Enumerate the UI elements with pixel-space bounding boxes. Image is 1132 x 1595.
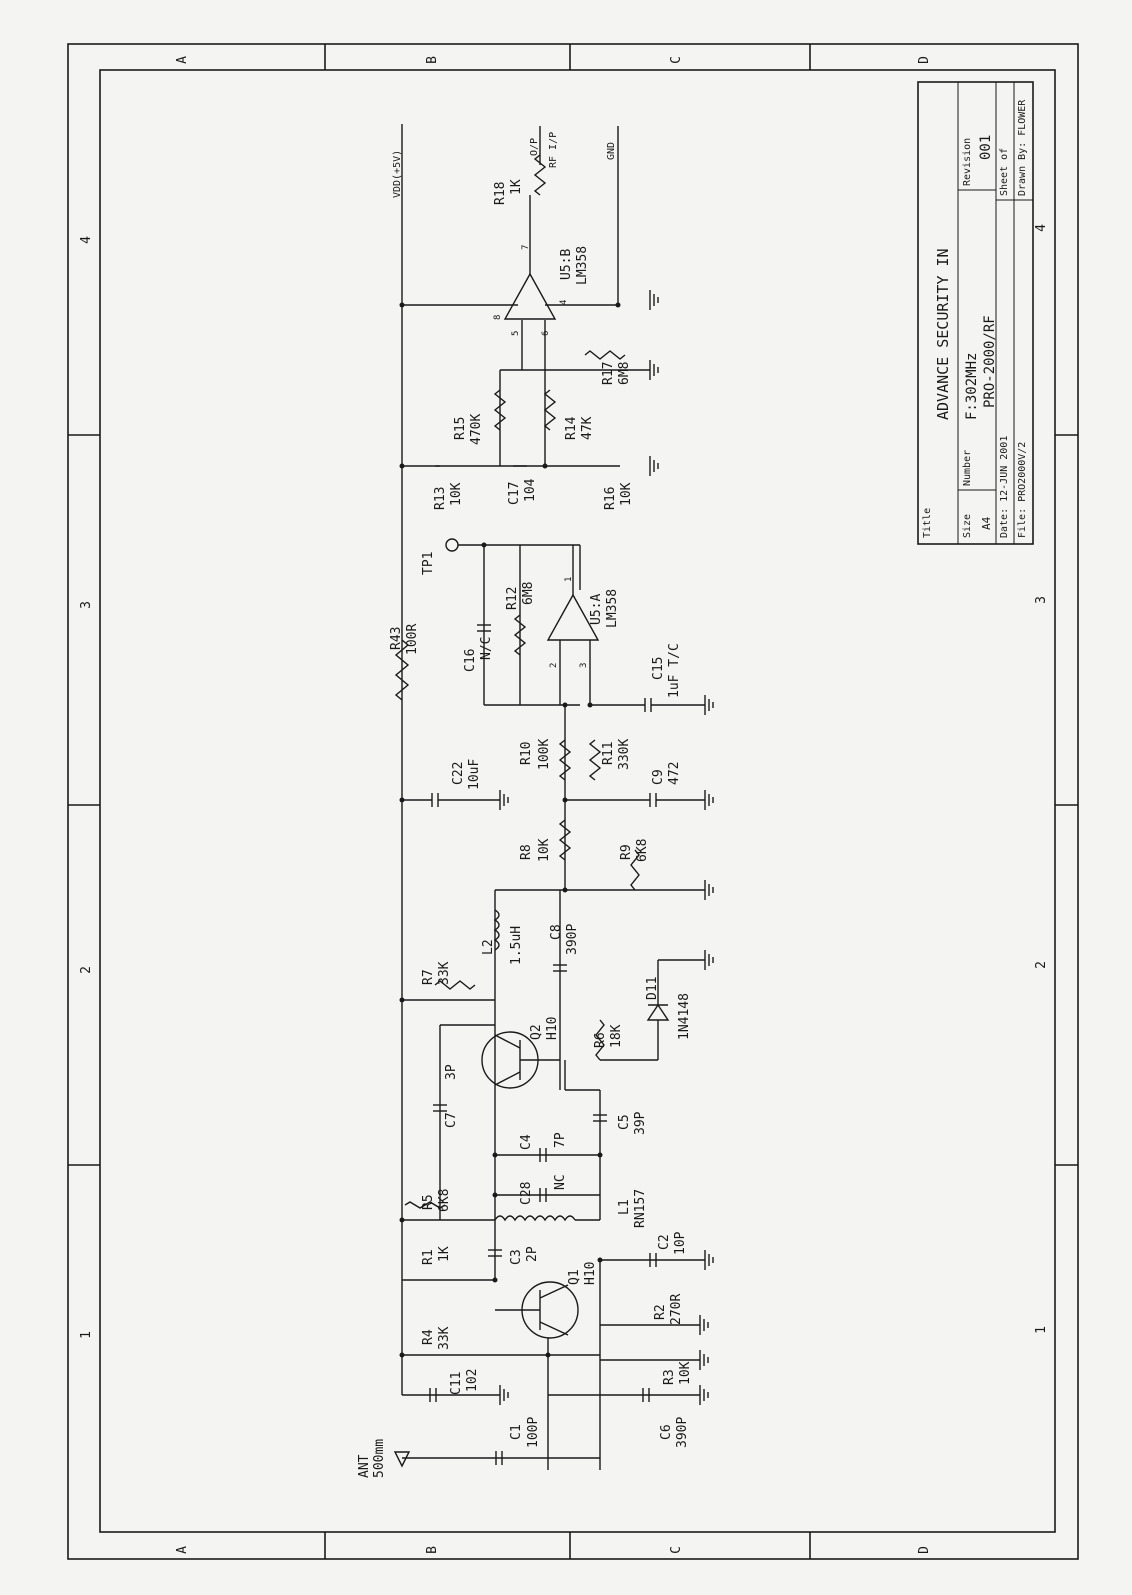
label-c22-val: 10uF — [467, 758, 482, 790]
label-c9-ref: C9 — [651, 769, 666, 785]
title-block-title: ADVANCE SECURITY IN — [934, 248, 952, 420]
label-r3-val: 10K — [678, 1361, 693, 1385]
pin-u5a-out: 1 — [564, 576, 574, 582]
zone-right-4: 4 — [1034, 224, 1049, 232]
zone-right-2: 2 — [1034, 961, 1049, 969]
zone-top-b: B — [425, 56, 440, 64]
label-r18-val: 1K — [509, 179, 524, 195]
pin-u5a-plus: 3 — [579, 662, 589, 668]
pin-u5b-minus: 6 — [541, 330, 551, 336]
label-r13-ref: R13 — [433, 486, 448, 510]
gnd-net-label: GND — [606, 141, 617, 160]
title-block-revision-label: Revision — [962, 137, 973, 186]
label-r15-ref: R15 — [453, 416, 468, 440]
pin-u5b-plus: 5 — [511, 330, 521, 336]
title-block-size-label: Size — [962, 513, 973, 538]
label-u5b-val: LM358 — [575, 245, 590, 285]
pin-u5b-gnd: 4 — [559, 299, 569, 305]
u5b-section — [402, 155, 650, 466]
label-c5-ref: C5 — [617, 1114, 632, 1130]
zone-right-1: 1 — [1034, 1326, 1049, 1334]
label-r10-val: 100K — [537, 738, 552, 770]
label-q1-val: H10 — [583, 1261, 598, 1285]
label-c1-ref: C1 — [509, 1424, 524, 1440]
label-c16-val: N/C — [479, 636, 494, 660]
title-block-size: A4 — [980, 516, 993, 530]
title-block-title-label: Title — [922, 507, 933, 538]
label-c11-ref: C11 — [449, 1371, 464, 1395]
label-ant-len: 500mm — [372, 1438, 387, 1478]
zone-left-3: 3 — [79, 601, 94, 609]
label-r11-ref: R11 — [601, 741, 616, 765]
label-r12-val: 6M8 — [521, 581, 536, 605]
label-q2-val: H10 — [545, 1016, 560, 1040]
label-r1-ref: R1 — [421, 1249, 436, 1265]
label-c3-val: 2P — [525, 1246, 540, 1262]
title-block-file: File: PRO2000V/2 — [1017, 441, 1028, 538]
label-u5a-val: LM358 — [605, 588, 620, 628]
label-r8-ref: R8 — [519, 844, 534, 860]
label-r17-ref: R17 — [601, 361, 616, 385]
label-r5-ref: R5 — [421, 1194, 436, 1210]
rf-input-net-label: RF I/P — [548, 131, 559, 168]
zone-left-1: 1 — [79, 1331, 94, 1339]
label-c7-ref: C7 — [444, 1112, 459, 1128]
label-tp1: TP1 — [421, 551, 436, 575]
vdd-net-label: VDD(+5V) — [392, 149, 403, 198]
title-block — [918, 82, 1033, 544]
label-r43-val: 100R — [405, 623, 420, 655]
label-r9-ref: R9 — [619, 844, 634, 860]
label-r4-val: 33K — [437, 1326, 452, 1350]
label-r2-ref: R2 — [653, 1304, 668, 1320]
zone-left-2: 2 — [79, 966, 94, 974]
title-block-number-line1: F:302MHz — [964, 352, 980, 420]
label-r12-ref: R12 — [505, 586, 520, 610]
zone-bot-c: C — [669, 1546, 684, 1554]
zone-left-4: 4 — [79, 236, 94, 244]
label-l2-ref: L2 — [481, 939, 496, 955]
label-c4-ref: C4 — [519, 1134, 534, 1150]
label-c5-val: 39P — [633, 1111, 648, 1135]
label-c1-val: 100P — [526, 1416, 541, 1448]
output-net-label: O/P — [529, 137, 540, 156]
label-c6-val: 390P — [675, 1416, 690, 1448]
label-u5b-ref: U5:B — [559, 248, 574, 280]
label-c28-val: NC — [553, 1174, 568, 1190]
label-r16-val: 10K — [619, 482, 634, 506]
label-l1-val: RN157 — [633, 1188, 648, 1228]
label-r18-ref: R18 — [493, 181, 508, 205]
label-c16-ref: C16 — [463, 648, 478, 672]
label-q1-ref: Q1 — [567, 1269, 582, 1285]
label-c3-ref: C3 — [509, 1249, 524, 1265]
component-labels — [357, 179, 693, 1478]
title-block-number-line2: PRO-2000/RF — [982, 315, 998, 408]
pin-u5b-vcc: 8 — [493, 314, 503, 320]
label-c7-val: 3P — [444, 1064, 459, 1080]
title-block-date: Date: 12-JUN 2001 — [999, 435, 1010, 538]
label-r10-ref: R10 — [519, 741, 534, 765]
label-r17-val: 6M8 — [617, 361, 632, 385]
label-c22-ref: C22 — [451, 761, 466, 785]
label-q2-ref: Q2 — [529, 1024, 544, 1040]
label-r13-val: 10K — [449, 482, 464, 506]
label-r6-val: 18K — [609, 1024, 624, 1048]
label-c8-ref: C8 — [549, 924, 564, 940]
title-block-sheet: Sheet of — [999, 147, 1010, 196]
zone-bot-a: A — [175, 1546, 190, 1554]
label-c2-ref: C2 — [657, 1234, 672, 1250]
label-c17-val: 104 — [523, 478, 538, 502]
label-r9-val: 6K8 — [635, 838, 650, 862]
label-c8-val: 390P — [565, 923, 580, 955]
label-c11-val: 102 — [465, 1368, 480, 1392]
zone-top-a: A — [175, 56, 190, 64]
label-c9-val: 472 — [667, 761, 682, 785]
label-r7-val: 33K — [437, 961, 452, 985]
label-l1-ref: L1 — [617, 1199, 632, 1215]
pin-u5b-out: 7 — [521, 244, 531, 250]
zone-bot-d: D — [917, 1546, 932, 1554]
label-c28-ref: C28 — [519, 1181, 534, 1205]
label-r43-ref: R43 — [389, 626, 404, 650]
title-block-number-label: Number — [962, 449, 973, 486]
pin-u5a-minus: 2 — [549, 662, 559, 668]
label-c4-val: 7P — [553, 1132, 568, 1148]
zone-top-d: D — [917, 56, 932, 64]
zone-top-c: C — [669, 56, 684, 64]
label-d11-val: 1N4148 — [677, 993, 692, 1040]
label-r4-ref: R4 — [421, 1329, 436, 1345]
label-r14-ref: R14 — [564, 416, 579, 440]
label-d11-ref: D11 — [645, 976, 660, 1000]
label-c6-ref: C6 — [659, 1424, 674, 1440]
label-r7-ref: R7 — [421, 969, 436, 985]
label-r8-val: 10K — [537, 838, 552, 862]
label-c15-val: 1uF T/C — [667, 643, 682, 698]
label-r14-val: 47K — [580, 416, 595, 440]
label-c2-val: 10P — [673, 1231, 688, 1255]
zone-right-3: 3 — [1034, 596, 1049, 604]
label-r2-val: 270R — [669, 1293, 684, 1325]
label-r3-ref: R3 — [662, 1369, 677, 1385]
title-block-drawn-by: Drawn By: FLOWER — [1017, 99, 1028, 196]
label-r16-ref: R16 — [603, 486, 618, 510]
label-c15-ref: C15 — [651, 656, 666, 680]
label-r5-val: 6K8 — [437, 1188, 452, 1212]
label-l2-val: 1.5uH — [509, 925, 524, 965]
label-r6-ref: R6 — [593, 1032, 608, 1048]
label-ant: ANT — [357, 1454, 372, 1478]
label-r1-val: 1K — [437, 1246, 452, 1262]
label-r11-val: 330K — [617, 738, 632, 770]
zone-bot-b: B — [425, 1546, 440, 1554]
label-r15-val: 470K — [469, 413, 484, 445]
label-u5a-ref: U5:A — [589, 593, 604, 625]
title-block-revision: 001 — [978, 134, 994, 160]
label-c17-ref: C17 — [507, 481, 522, 505]
